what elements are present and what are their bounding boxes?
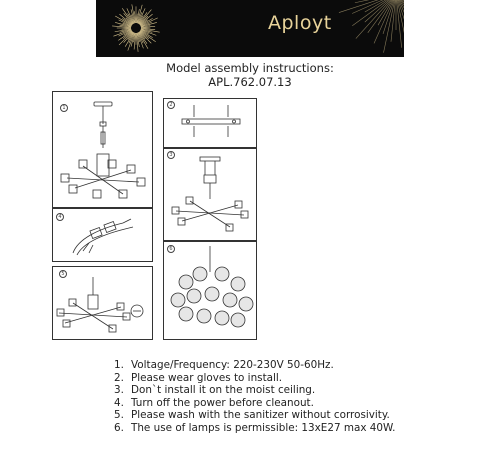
step-number: 2: [167, 101, 175, 109]
list-item: 4. Turn off the power before cleanout.: [114, 396, 314, 409]
document-title: Model assembly instructions:: [166, 61, 334, 75]
wire-connection-icon: [53, 209, 152, 261]
step-number: 6: [167, 245, 175, 253]
step-number: 4: [56, 213, 64, 221]
brand-banner: [96, 0, 404, 57]
step-4-panel: [52, 208, 153, 262]
assembled-chandelier-icon: [164, 242, 256, 339]
instruction-list: [114, 359, 395, 435]
model-number: APL.762.07.13: [208, 75, 292, 89]
step-number: 1: [60, 104, 68, 112]
brand-name: Aployt: [268, 12, 332, 34]
list-item: 6. The use of lamps is permissible: 13xE27 max 40W.: [114, 421, 396, 434]
step-1-panel: [52, 91, 153, 208]
shade-install-icon: [53, 267, 152, 339]
sunburst-logo-icon: [96, 0, 404, 57]
step-3-panel: [163, 148, 257, 241]
step-number: 3: [167, 151, 175, 159]
step-number: 5: [59, 270, 67, 278]
list-item: 3. Don`t install it on the moist ceiling.: [114, 384, 316, 397]
step-6-panel: [163, 241, 257, 340]
list-item: 1. Voltage/Frequency: 220-230V 50-60Hz.: [114, 359, 334, 371]
ceiling-bracket-icon: [164, 99, 256, 147]
list-item: 2. Please wear gloves to install.: [114, 371, 283, 384]
step-5-panel: [52, 266, 153, 340]
frame-on-bracket-icon: [164, 149, 256, 240]
step-2-panel: [163, 98, 257, 148]
list-item: 5. Please wash with the sanitizer without corrosivity.: [114, 409, 390, 422]
chandelier-frame-icon: [53, 92, 152, 207]
